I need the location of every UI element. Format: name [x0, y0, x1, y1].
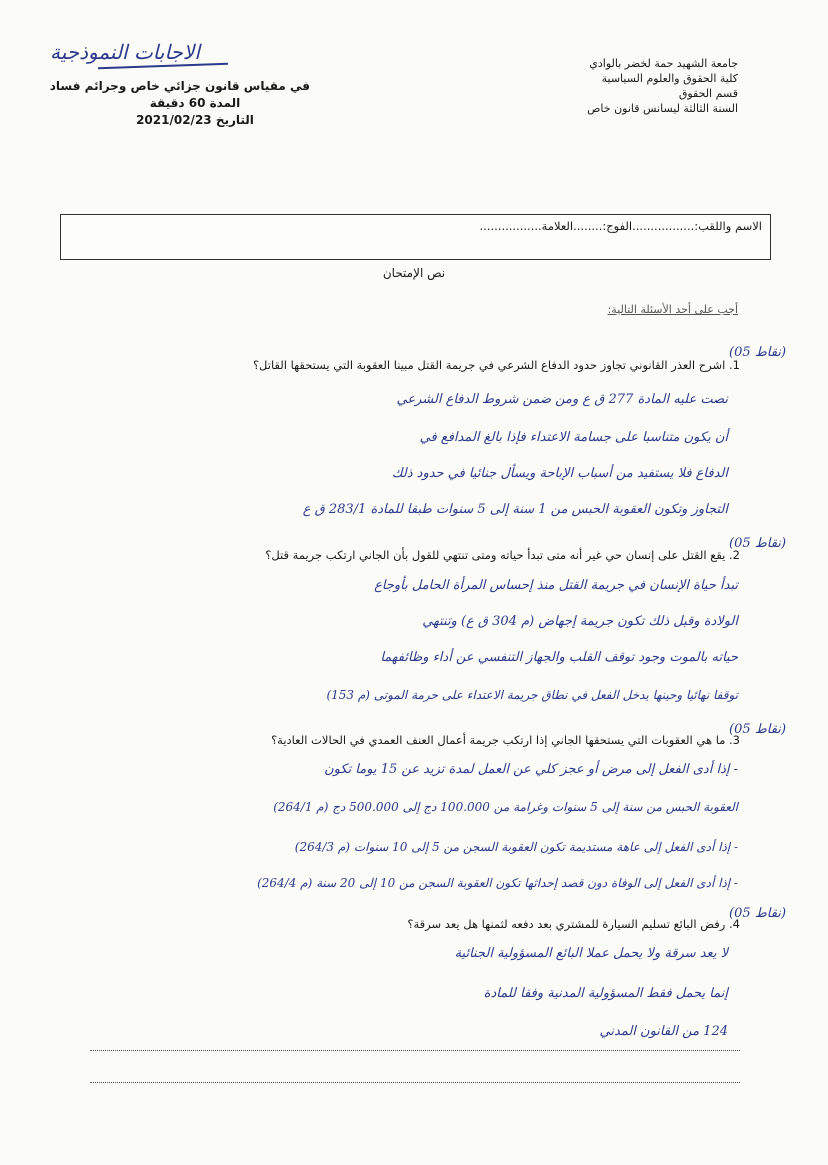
- exam-title: نص الإمتحان: [382, 266, 446, 280]
- student-info-label: الاسم واللقب:.................الفوج:........العلامة.................: [479, 219, 762, 233]
- dotted-line: [90, 1050, 740, 1051]
- university-name: جامعة الشهيد حمة لخضر بالوادي: [589, 57, 738, 70]
- answer-1-line-4: التجاوز وتكون العقوبة الحبس من 1 سنة إلى 5 سنوات طبقا للمادة 283/1 ق ع: [302, 502, 728, 517]
- answer-2-line-2: الولادة وقبل ذلك تكون جريمة إجهاض (م 304 ق ع) وتنتهي: [422, 614, 738, 629]
- question-3-text: 3. ما هي العقوبات التي يستحقها الجاني إذا ارتكب جريمة أعمال العنف العمدي في الحالات العادية؟: [271, 733, 740, 747]
- answer-3-line-2: العقوبة الحبس من سنة إلى 5 سنوات وغرامة من 100.000 دج إلى 500.000 دج (م 264/1): [273, 800, 738, 814]
- exam-info: [49, 78, 310, 129]
- exam-duration: المدة 60 دقيقة: [149, 96, 241, 110]
- institution-block: [587, 56, 738, 116]
- answer-1-line-3: الدفاع فلا يستفيد من أسباب الإباحة ويسأل جنائيا في حدود ذلك: [391, 466, 728, 481]
- answer-3-line-1: - إذا أدى الفعل إلى مرض أو عجز كلي عن العمل لمدة تزيد عن 15 يوما تكون: [324, 762, 738, 777]
- question-4-points: (05 نقاط): [729, 906, 787, 921]
- dotted-line: [90, 1082, 740, 1083]
- answer-4-line-1: لا يعد سرقة ولا يحمل عملا البائع المسؤولية الجنائية: [454, 946, 728, 961]
- faculty-name: كلية الحقوق والعلوم السياسية: [601, 72, 738, 85]
- year-level: السنة الثالثة ليسانس قانون خاص: [587, 102, 738, 115]
- answer-4-line-3: 124 من القانون المدني: [599, 1024, 728, 1039]
- department-name: قسم الحقوق: [678, 87, 738, 100]
- question-2-text: 2. يقع القتل على إنسان حي غير أنه متى تبدأ حياته ومتى تنتهي للقول بأن الجاني ارتكب جريمة قتل؟: [265, 548, 740, 562]
- exam-date: التاريخ 2021/02/23: [136, 113, 254, 127]
- instructions: أجب على أحد الأسئلة التالية:: [607, 303, 738, 316]
- question-4-text: 4. رفض البائع تسليم السيارة للمشتري بعد دفعه لثمنها هل يعد سرقة؟: [407, 917, 740, 931]
- question-3-points: (05 نقاط): [729, 722, 787, 737]
- answer-3-line-4: - إذا أدى الفعل إلى الوفاة دون قصد إحداثها تكون العقوبة السجن من 10 إلى 20 سنة (م 264/4): [257, 876, 738, 890]
- question-2-points: (05 نقاط): [729, 536, 787, 551]
- answer-2-line-3: حياته بالموت وجود توقف القلب والجهاز التنفسي عن أداء وظائفهما: [380, 650, 738, 665]
- answer-4-line-2: إنما يحمل فقط المسؤولية المدنية وفقا للمادة: [483, 986, 728, 1001]
- student-info-box: [60, 214, 771, 260]
- answer-2-line-4: توقفا نهائيا وحينها يدخل الفعل في نطاق جريمة الاعتداء على حرمة الموتى (م 153): [326, 688, 738, 702]
- question-1-text: 1. اشرح العذر القانوني تجاوز حدود الدفاع الشرعي في جريمة القتل مبينا العقوبة التي يستحقها القاتل؟: [252, 358, 740, 372]
- exam-subject: في مقياس قانون جزائي خاص وجرائم فساد: [49, 79, 310, 93]
- answer-1-line-2: أن يكون متناسبا على جسامة الاعتداء فإذا بالغ المدافع في: [419, 430, 728, 445]
- answer-3-line-3: - إذا أدى الفعل إلى عاهة مستديمة تكون العقوبة السجن من 5 إلى 10 سنوات (م 264/3): [294, 840, 738, 854]
- question-1-points: (05 نقاط): [729, 345, 787, 360]
- answer-2-line-1: تبدأ حياة الإنسان في جريمة القتل منذ إحساس المرأة الحامل بأوجاع: [374, 578, 738, 593]
- handwritten-title: الاجابات النموذجية: [50, 40, 200, 64]
- answer-1-line-1: نصت عليه المادة 277 ق ع ومن ضمن شروط الدفاع الشرعي: [396, 392, 728, 407]
